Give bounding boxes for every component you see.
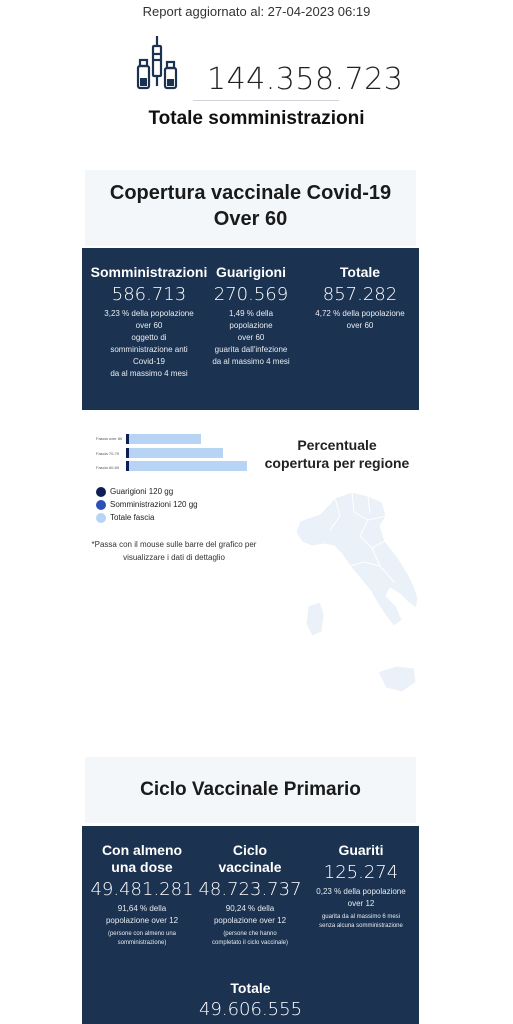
stat-recovered	[308, 842, 414, 931]
stat-administrations	[90, 264, 208, 380]
primary-grand-total	[82, 980, 419, 1020]
stat-value: 270.569	[213, 284, 289, 305]
stat-description: 1,49 % della popolazione over 60 guarita dall'infezione da al massimo 4 mesi	[212, 309, 290, 366]
stat-value: 586.713	[111, 284, 187, 305]
legend-swatch	[96, 513, 106, 523]
italy-region-map[interactable]	[290, 486, 420, 706]
primary-cycle-title: Ciclo Vaccinale Primario	[85, 757, 416, 823]
stat-recoveries	[208, 264, 294, 368]
legend-item	[96, 511, 198, 524]
stat-complete-cycle	[198, 842, 302, 948]
bar-label: Fascia over 80	[96, 436, 123, 441]
chart-legend	[96, 485, 198, 524]
legend-item	[96, 485, 198, 498]
divider	[193, 100, 339, 101]
stat-description: 4,72 % della popolazione over 60	[315, 309, 405, 330]
bar-total[interactable]	[129, 448, 223, 458]
bar-total[interactable]	[129, 461, 247, 471]
stat-title: Guariti	[338, 842, 384, 858]
stat-title: Somministrazioni	[90, 264, 208, 280]
stat-description: 91,64 % della popolazione over 12	[105, 904, 179, 925]
bar-label: Fascia 60-69	[96, 465, 120, 470]
stat-value: 48.723.737	[198, 879, 302, 900]
stat-description: 0,23 % della popolazione over 12	[316, 887, 406, 908]
stat-description: 3,23 % della popolazione over 60 oggetto di somministrazione anti Covid-19 da al massimo 4 mesi	[104, 309, 194, 378]
over60-title-line2: Over 60	[213, 208, 288, 230]
stat-subnote: (persone con almeno una somministrazione)	[107, 931, 177, 946]
stat-value: 125.274	[323, 862, 399, 883]
total-administrations-block	[135, 36, 404, 97]
total-label: Totale	[230, 980, 271, 996]
legend-item	[96, 498, 198, 511]
syringe-vials-icon	[135, 36, 179, 92]
stat-subnote: (persone che hanno completato il ciclo vaccinale)	[211, 931, 289, 946]
age-coverage-bar-chart[interactable]	[92, 430, 252, 480]
total-administrations-label: Totale somministrazioni	[148, 108, 365, 129]
stat-total	[304, 264, 416, 332]
stat-title: Con almeno una dose	[101, 842, 183, 875]
over60-title-line1: Copertura vaccinale Covid-19	[109, 182, 392, 204]
legend-label: Guarigioni 120 gg	[110, 487, 174, 496]
total-value: 49.606.555	[198, 999, 303, 1020]
chart-hover-note: *Passa con il mouse sulle barre del grafico per visualizzare i dati di dettaglio	[91, 540, 257, 562]
stat-title: Totale	[339, 264, 381, 280]
stat-title: Ciclo vaccinale	[218, 842, 282, 875]
stat-at-least-one-dose	[88, 842, 196, 948]
legend-label: Totale fascia	[110, 513, 155, 522]
over60-section-title	[85, 170, 416, 246]
legend-swatch	[96, 500, 106, 510]
stat-subnote: guarita da al massimo 6 mesi senza alcuna somministrazione	[319, 914, 403, 929]
region-coverage-title	[262, 436, 412, 472]
stat-title: Guarigioni	[216, 264, 286, 280]
region-title-line1: Percentuale	[297, 437, 377, 453]
total-administrations-value: 144.358.723	[207, 62, 404, 97]
bar-total[interactable]	[129, 434, 201, 444]
region-title-line2: copertura per regione	[264, 455, 410, 471]
report-updated: Report aggiornato al: 27-04-2023 06:19	[142, 4, 371, 19]
legend-label: Somministrazioni 120 gg	[110, 500, 198, 509]
legend-swatch	[96, 487, 106, 497]
stat-value: 857.282	[322, 284, 398, 305]
over60-stats-panel	[82, 248, 419, 410]
stat-value: 49.481.281	[90, 879, 194, 900]
bar-label: Fascia 70-79	[96, 451, 120, 456]
stat-description: 90,24 % della popolazione over 12	[213, 904, 287, 925]
